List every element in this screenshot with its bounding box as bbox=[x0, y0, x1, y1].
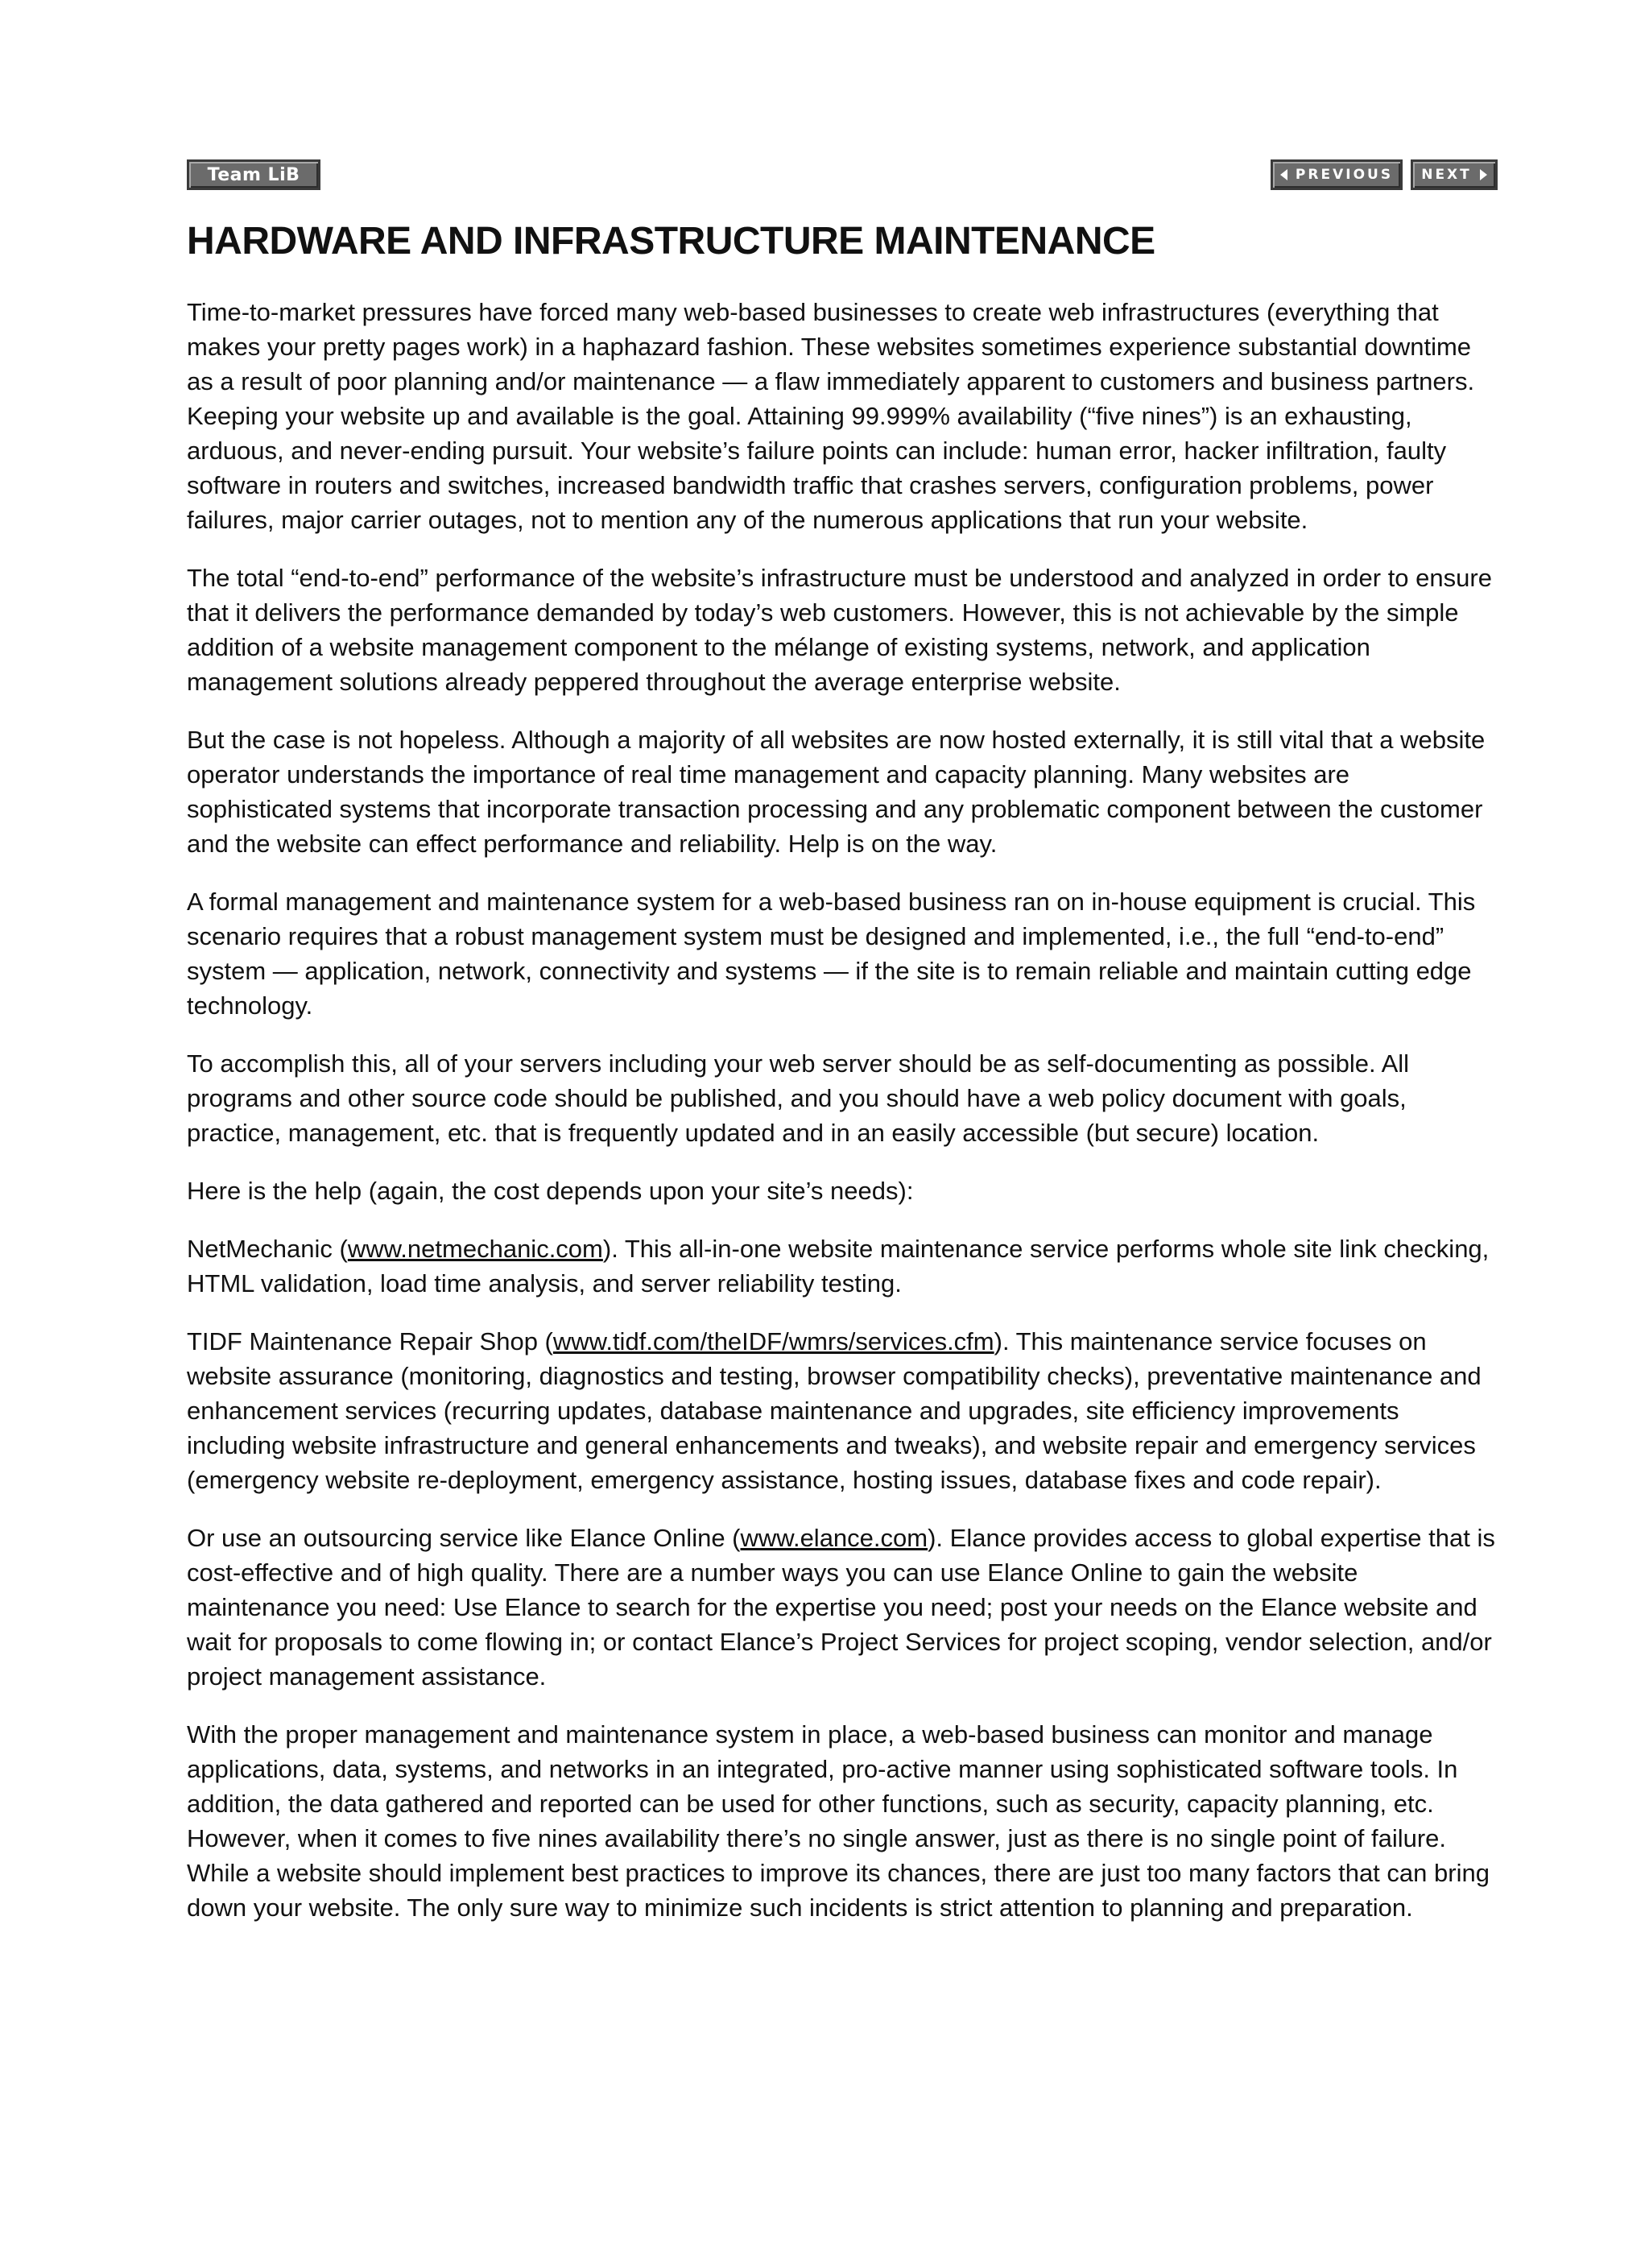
previous-label: PREVIOUS bbox=[1295, 167, 1394, 183]
paragraph-intro: Time-to-market pressures have forced many web-based businesses to create web infrastructures (everything that makes your pretty pages work) in a haphazard fashion. These websites sometimes experience substantial downtime as a result of poor planning and/or maintenance — a flaw immediately apparent to customers and business partners. Keeping your website up and available is the goal. Attaining 99.999% availability (“five nines”) is an exhausting, arduous, and never-ending pursuit. Your website’s failure points can include: human error, hacker infiltration, faulty software in routers and switches, increased bandwidth traffic that crashes servers, configuration problems, power failures, major carrier outages, not to mention any of the numerous applications that run your website. bbox=[187, 298, 1475, 534]
netmechanic-text-after: ). This all-in-one website maintenance service performs whole site link checking, HTML validation, load time analysis, and server reliability testing. bbox=[187, 1235, 1490, 1297]
previous-button[interactable] bbox=[1271, 159, 1403, 190]
tidf-text-after: ). This maintenance service focuses on website assurance (monitoring, diagnostics and testing, browser compatibility checks), preventative maintenance and enhancement services (recurring updates, database maintenance and upgrades, site efficiency improvements including website infrastructure and general enhancements and tweaks), and website repair and emergency services (emergency website re-deployment, emergency assistance, hosting issues, database fixes and code repair). bbox=[187, 1327, 1482, 1494]
elance-text-after: ). Elance provides access to global expertise that is cost-effective and of high quality. There are a number ways you can use Elance Online to gain the website maintenance you need: Use Elance to search for the expertise you need; post your needs on the Elance website and wait for proposals to come flowing in; or contact Elance’s Project Services for project scoping, vendor selection, and/or project management assistance. bbox=[187, 1524, 1495, 1691]
elance-text-before: Or use an outsourcing service like Elance Online ( bbox=[187, 1524, 741, 1552]
page-title: HARDWARE AND INFRASTRUCTURE MAINTENANCE bbox=[187, 220, 1155, 263]
team-lib-button[interactable] bbox=[187, 159, 320, 190]
paragraph-end-to-end: The total “end-to-end” performance of the website’s infrastructure must be understood and analyzed in order to ensure that it delivers the performance demanded by today’s web customers. However, this is not achievable by the simple addition of a website management component to the mélange of existing systems, network, and application management solutions already peppered throughout the average enterprise website. bbox=[187, 564, 1492, 696]
paragraph-tidf bbox=[187, 1324, 1498, 1497]
team-lib-label: Team LiB bbox=[207, 164, 300, 185]
paragraph-self-documenting: To accomplish this, all of your servers including your web server should be as self-documenting as possible. All programs and other source code should be published, and you should have a web policy document with goals, practice, management, etc. that is frequently updated and in an easily accessible (but secure) location. bbox=[187, 1049, 1410, 1147]
tidf-link[interactable]: www.tidf.com/theIDF/wmrs/services.cfm bbox=[552, 1327, 994, 1355]
next-label: NEXT bbox=[1421, 167, 1472, 183]
paragraph-netmechanic bbox=[187, 1231, 1498, 1301]
navigation-bar bbox=[187, 159, 1498, 195]
paragraph-help-intro: Here is the help (again, the cost depends upon your site’s needs): bbox=[187, 1177, 914, 1205]
paragraph-formal-system: A formal management and maintenance system for a web-based business ran on in-house equipment is crucial. This scenario requires that a robust management system must be designed and implemented, i.e., the full “end-to-end” system — application, network, connectivity and systems — if the site is to remain reliable and maintain cutting edge technology. bbox=[187, 888, 1476, 1020]
paragraph-conclusion: With the proper management and maintenance system in place, a web-based business can monitor and manage applications, data, systems, and networks in an integrated, pro-active manner using sophisticated software tools. In addition, the data gathered and reported can be used for other functions, such as security, capacity planning, etc. However, when it comes to five nines availability there’s no single answer, just as there is no single point of failure. While a website should implement best practices to improve its chances, there are just too many factors that can bring down your website. The only sure way to minimize such incidents is strict attention to planning and preparation. bbox=[187, 1720, 1490, 1922]
next-button[interactable] bbox=[1411, 159, 1498, 190]
article-body bbox=[187, 295, 1498, 1948]
paragraph-elance bbox=[187, 1521, 1498, 1694]
arrow-right-icon bbox=[1480, 169, 1487, 180]
elance-link[interactable]: www.elance.com bbox=[740, 1524, 928, 1552]
arrow-left-icon bbox=[1280, 169, 1287, 180]
netmechanic-text-before: NetMechanic ( bbox=[187, 1235, 348, 1263]
paragraph-not-hopeless: But the case is not hopeless. Although a majority of all websites are now hosted externally, it is still vital that a website operator understands the importance of real time management and capacity planning. Many websites are sophisticated systems that incorporate transaction processing and any problematic component between the customer and the website can effect performance and reliability. Help is on the way. bbox=[187, 726, 1486, 858]
tidf-text-before: TIDF Maintenance Repair Shop ( bbox=[187, 1327, 553, 1355]
netmechanic-link[interactable]: www.netmechanic.com bbox=[347, 1235, 603, 1263]
